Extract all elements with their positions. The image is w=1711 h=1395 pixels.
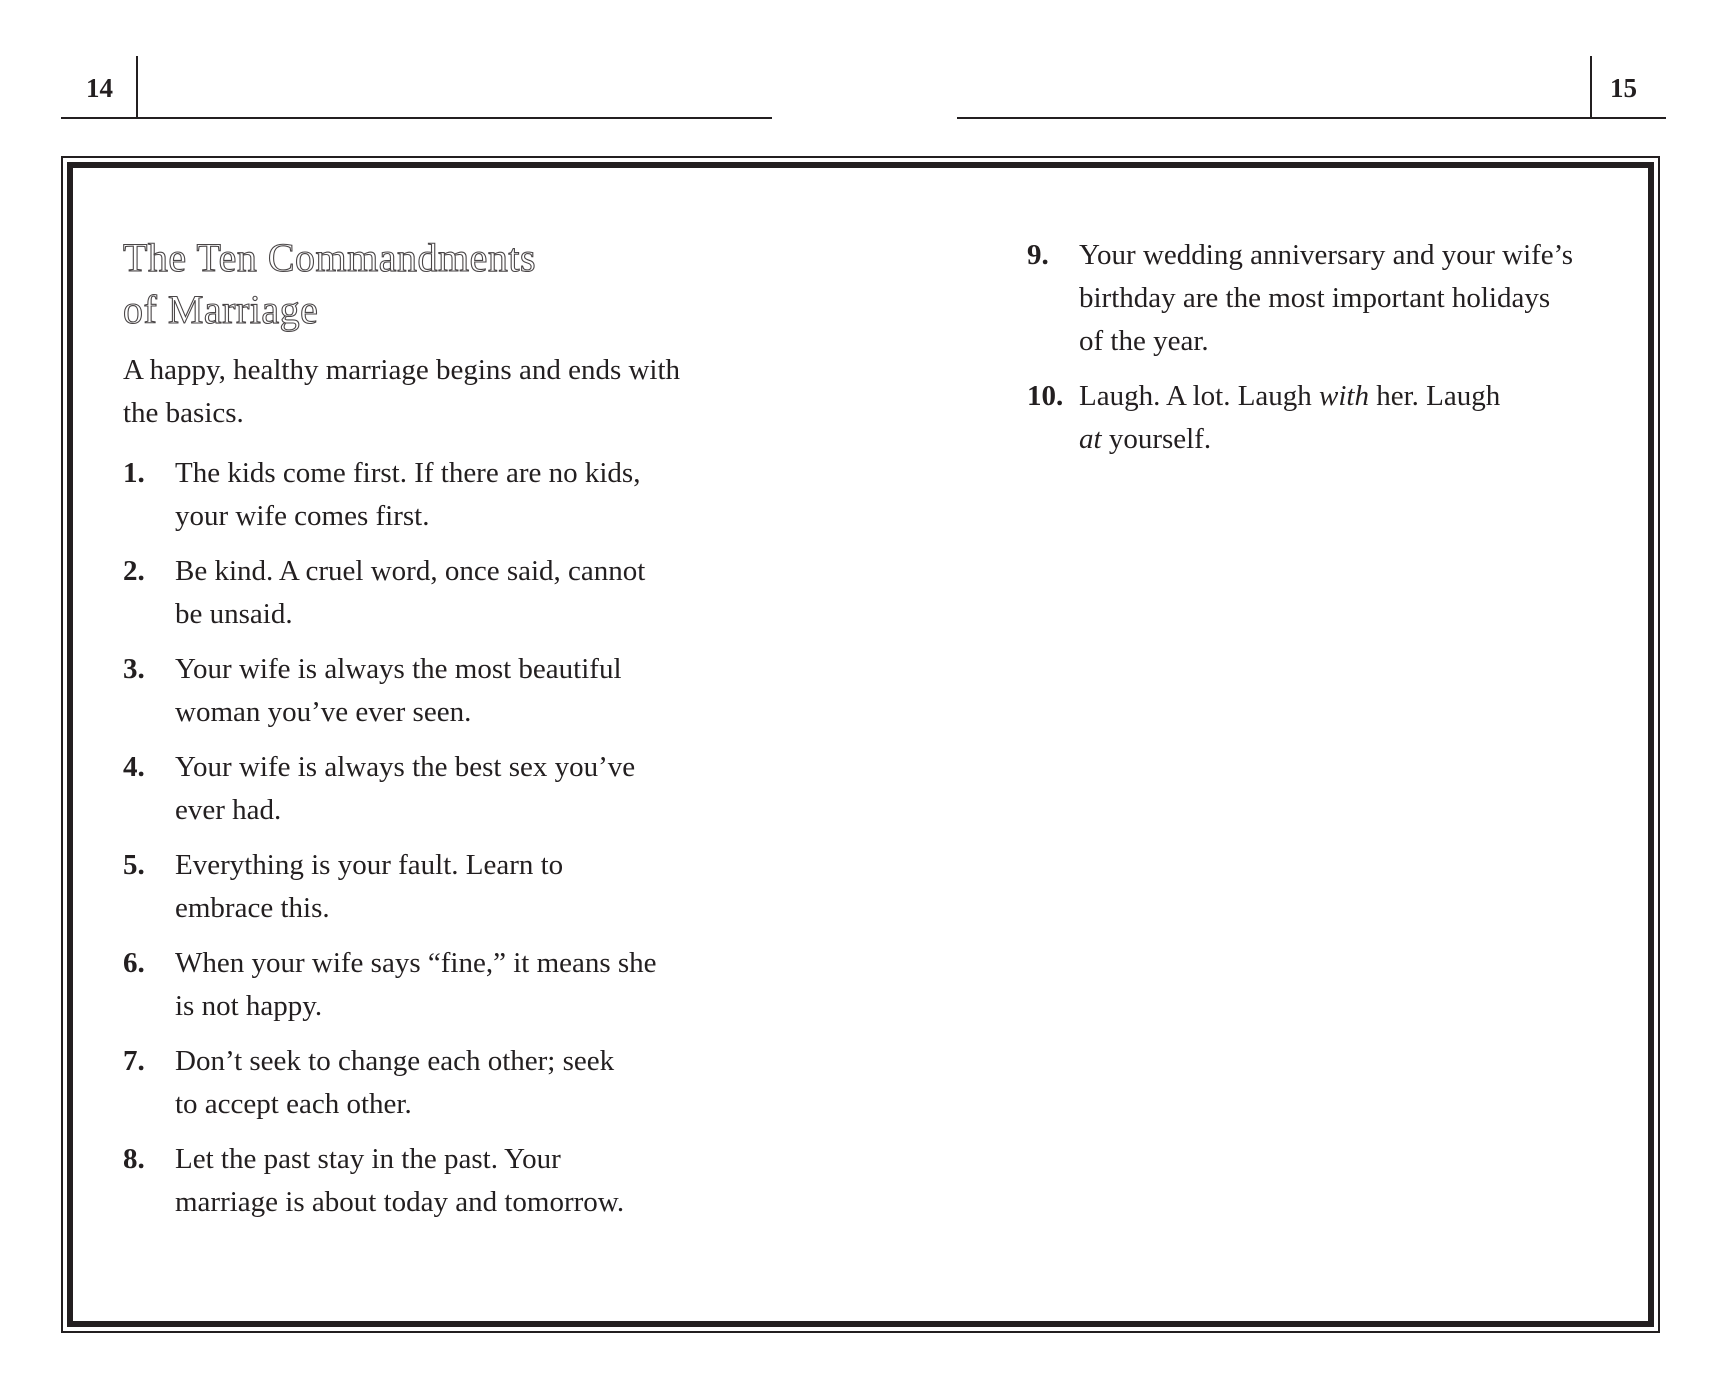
emphasis-with: with <box>1319 380 1369 412</box>
header-rule-right <box>957 117 1666 119</box>
commandment-line: be unsaid. <box>175 598 293 630</box>
emphasis-at: at <box>1079 423 1102 455</box>
commandment-text <box>175 1040 743 1126</box>
commandment-item <box>123 942 743 1028</box>
commandment-line: Your wedding anniversary and your wife’s <box>1079 239 1573 271</box>
text-run: yourself. <box>1101 423 1212 455</box>
commandment-item <box>123 1138 743 1224</box>
commandment-number: 6. <box>123 947 145 979</box>
commandment-line: ever had. <box>175 794 282 826</box>
commandment-number: 5. <box>123 849 145 881</box>
commandment-line <box>1079 375 1627 418</box>
text-run: Laugh. A lot. Laugh <box>1079 380 1320 412</box>
commandment-item <box>123 452 743 538</box>
commandment-item <box>1027 375 1627 461</box>
commandment-text <box>175 550 743 636</box>
commandment-text <box>1079 375 1627 461</box>
commandment-line: of the year. <box>1079 325 1209 357</box>
commandment-number: 8. <box>123 1143 145 1175</box>
commandment-line: Everything is your fault. Learn to <box>175 849 564 881</box>
commandment-number: 4. <box>123 751 145 783</box>
heading-line-1: The Ten Commandments <box>123 235 537 280</box>
commandment-line: Let the past stay in the past. Your <box>175 1143 561 1175</box>
commandment-line: your wife comes first. <box>175 500 430 532</box>
commandment-text <box>175 1138 743 1224</box>
intro-line-2: the basics. <box>123 397 244 429</box>
commandment-text <box>175 648 743 734</box>
commandment-line: birthday are the most important holidays <box>1079 282 1551 314</box>
commandment-line: Don’t seek to change each other; seek <box>175 1045 615 1077</box>
commandment-number: 9. <box>1027 239 1049 271</box>
text-run: her. Laugh <box>1369 380 1501 412</box>
commandment-item <box>123 550 743 636</box>
commandment-number: 10. <box>1027 380 1064 412</box>
commandment-line: The kids come first. If there are no kids, <box>175 457 641 489</box>
commandment-item <box>123 648 743 734</box>
commandment-line: Be kind. A cruel word, once said, cannot <box>175 555 646 587</box>
commandment-line: Your wife is always the most beautiful <box>175 653 622 685</box>
page-number-left: 14 <box>86 73 113 103</box>
commandment-line <box>1079 418 1627 461</box>
commandment-item <box>123 746 743 832</box>
commandment-text <box>175 942 743 1028</box>
section-heading <box>123 232 536 336</box>
commandment-item <box>1027 234 1627 363</box>
commandment-number: 2. <box>123 555 145 587</box>
commandment-line: When your wife says “fine,” it means she <box>175 947 657 979</box>
header-divider-right <box>1590 56 1592 118</box>
commandment-line: is not happy. <box>175 990 323 1022</box>
commandment-item <box>123 844 743 930</box>
commandment-text <box>1079 234 1627 363</box>
page-number-right: 15 <box>1610 73 1637 103</box>
commandment-text <box>175 746 743 832</box>
header-rule-left <box>61 117 772 119</box>
intro-line-1: A happy, healthy marriage begins and ends with <box>123 354 681 386</box>
commandment-item <box>123 1040 743 1126</box>
heading-line-2: of Marriage <box>123 287 319 332</box>
commandment-line: woman you’ve ever seen. <box>175 696 472 728</box>
commandment-number: 1. <box>123 457 145 489</box>
commandment-line: Your wife is always the best sex you’ve <box>175 751 636 783</box>
commandments-list-right <box>1027 234 1627 473</box>
commandment-number: 7. <box>123 1045 145 1077</box>
header-divider-left <box>136 56 138 118</box>
commandment-line: embrace this. <box>175 892 330 924</box>
commandment-line: marriage is about today and tomorrow. <box>175 1186 625 1218</box>
commandment-number: 3. <box>123 653 145 685</box>
commandment-text <box>175 844 743 930</box>
commandment-text <box>175 452 743 538</box>
commandments-list-left <box>123 452 743 1236</box>
commandment-line: to accept each other. <box>175 1088 412 1120</box>
intro-paragraph <box>123 349 723 435</box>
